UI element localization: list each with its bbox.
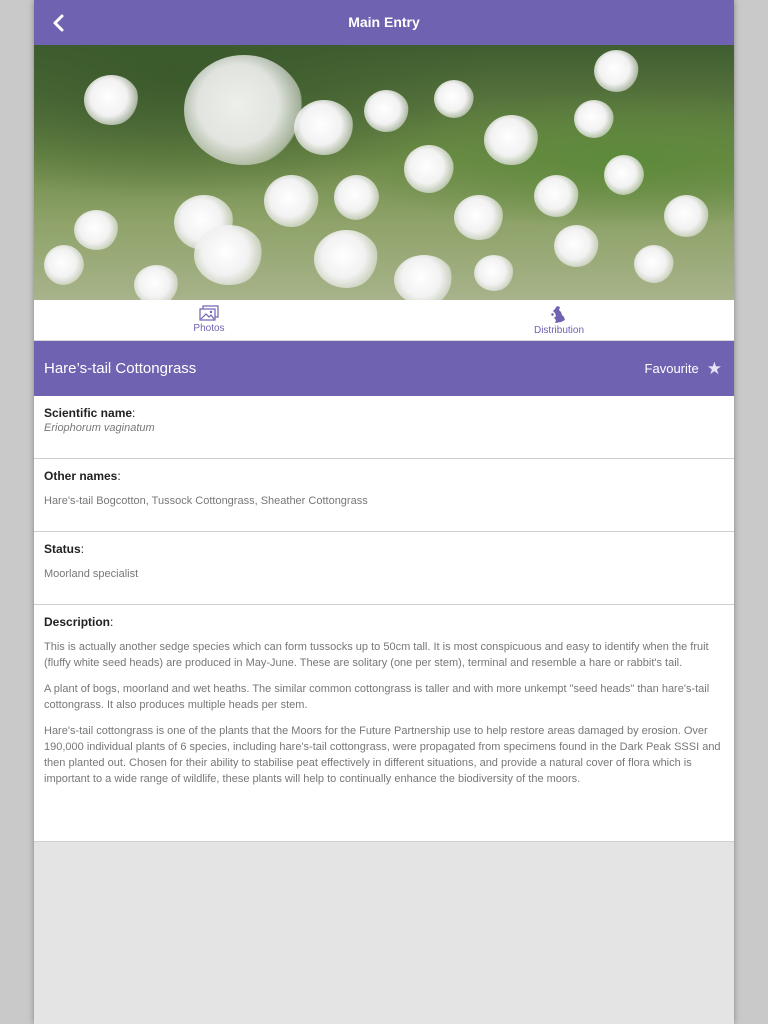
star-icon: ★ [706,359,722,378]
section-heading: Other names: [44,469,121,483]
photos-icon [198,305,220,322]
photos-label: Photos [193,323,225,334]
navigation-bar [34,0,734,45]
scientific-name-section [34,396,734,459]
species-common-name: Hare’s-tail Cottongrass [44,360,197,377]
app-window [34,0,734,1024]
favourite-button[interactable] [645,361,722,376]
species-photo[interactable] [34,45,734,300]
section-heading: Status: [44,542,85,556]
media-toolbar [34,300,734,341]
description-section [34,605,734,842]
distribution-button[interactable] [499,305,619,336]
favourite-label: Favourite [644,361,699,376]
species-header [34,341,734,396]
description-paragraph: A plant of bogs, moorland and wet heaths. The similar common cottongrass is taller and with more unkempt "seed heads" than hare's-tail cottongrass. It also produces multiple heads per stem. [44,683,710,711]
description-paragraph: This is actually another sedge species which can form tussocks up to 50cm tall. It is most conspicuous and easy to identify when the fruit (fluffy white seed heads) are produced in May-June. These are solitary (one per stem), terminal and resemble a hare or rabbit's tail. [44,641,709,669]
section-heading: Scientific name: [44,406,136,420]
section-heading: Description: [44,615,114,629]
scientific-name-value: Eriophorum vaginatum [44,422,155,434]
description-paragraph: Hare's-tail cottongrass is one of the plants that the Moors for the Future Partnership use to help restore areas damaged by erosion. Over 190,000 individual plants of 6 species, including hare's-tail cottongrass, were propagated from specimens found in the Dark Peak SSSI and then planted out. Chosen for their ability to stabilise peat effectively in different situations, and provide a natural cover of flora which is important to a wide range of wildlife, these plants will help to continually enhance the biodiversity of the moors. [44,725,721,785]
other-names-section [34,459,734,532]
distribution-label: Distribution [533,325,585,336]
status-section [34,532,734,605]
status-value: Moorland specialist [44,568,139,580]
uk-map-icon [549,305,569,324]
page-title: Main Entry [348,14,420,30]
other-names-value: Hare's-tail Bogcotton, Tussock Cottongrass, Sheather Cottongrass [44,495,368,507]
photos-button[interactable] [149,305,269,334]
